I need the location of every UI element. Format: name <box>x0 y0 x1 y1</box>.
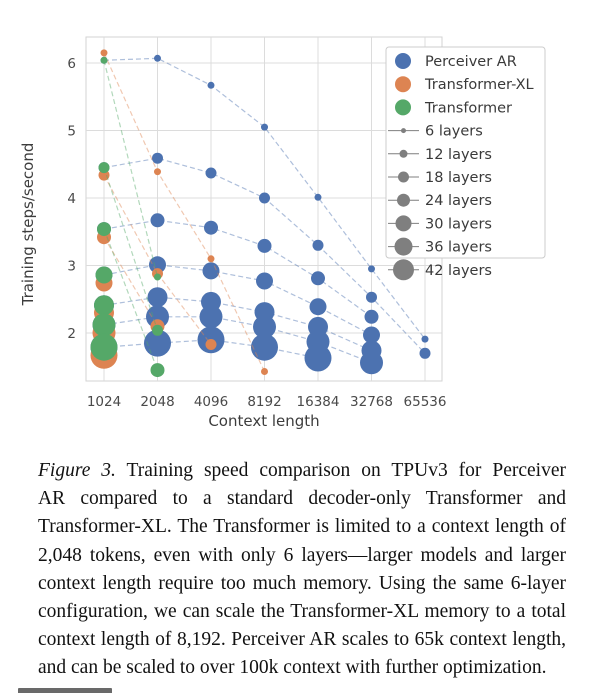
data-point <box>365 310 379 324</box>
data-point <box>151 363 165 377</box>
data-point <box>251 334 278 361</box>
data-point <box>203 262 220 279</box>
y-tick-label: 4 <box>67 191 76 207</box>
legend-size-dot <box>398 172 409 183</box>
data-point <box>96 267 113 284</box>
caption-line: Transformer-XL. The Transformer is limited to a context length of <box>38 516 566 538</box>
data-point <box>97 222 111 236</box>
x-tick-label: 16384 <box>296 394 340 410</box>
caption-line: AR compared to a standard decoder-only Transformer and <box>38 488 566 510</box>
data-point <box>208 255 215 262</box>
data-point <box>151 213 165 227</box>
data-point <box>315 194 322 201</box>
legend-size-dot <box>400 150 408 158</box>
data-point <box>310 298 327 315</box>
caption-line: context length of 8,192. Perceiver AR scales to 65k context length, <box>38 629 566 651</box>
data-point <box>93 313 116 336</box>
legend-swatch-perceiver-ar <box>395 53 411 69</box>
data-point <box>200 305 223 328</box>
data-point <box>99 162 110 173</box>
x-axis-label: Context length <box>208 412 320 430</box>
data-point <box>208 82 215 89</box>
data-point <box>366 292 377 303</box>
legend <box>386 47 545 280</box>
data-point <box>101 57 108 64</box>
data-point <box>91 334 118 361</box>
data-point <box>154 168 161 175</box>
legend-label: Perceiver AR <box>425 54 517 70</box>
data-point <box>152 325 163 336</box>
caption-line: configuration, we can scale the Transformer-XL memory to a total <box>38 601 566 623</box>
legend-size-dot <box>401 128 406 133</box>
y-tick-label: 3 <box>67 258 76 275</box>
caption-line: Figure 3. Training speed comparison on TPUv3 for Perceiver <box>38 460 566 481</box>
legend-label: Transformer-XL <box>425 77 534 94</box>
x-tick-label: 2048 <box>140 394 175 410</box>
data-point <box>206 339 217 350</box>
y-tick-label: 5 <box>67 123 76 140</box>
data-point <box>154 274 161 281</box>
legend-size-dot <box>396 215 412 231</box>
data-point <box>305 345 332 372</box>
legend-label: 42 layers <box>425 262 492 279</box>
data-point <box>94 295 114 315</box>
data-point <box>204 221 218 235</box>
legend-label: 36 layers <box>425 239 492 256</box>
figure-number-label: Figure 3. <box>38 460 116 481</box>
cutoff-text-sliver <box>18 688 112 693</box>
legend-label: 6 layers <box>425 123 483 140</box>
x-tick-label: 65536 <box>403 394 447 410</box>
data-point <box>206 168 217 179</box>
legend-size-dot <box>397 194 410 207</box>
y-tick-label: 2 <box>67 326 76 342</box>
legend-swatch-transformer <box>395 99 411 115</box>
data-point <box>256 273 273 290</box>
data-point <box>152 153 163 164</box>
legend-size-dot <box>393 259 414 280</box>
legend-label: 30 layers <box>425 216 492 233</box>
data-point <box>259 193 270 204</box>
data-point <box>148 287 168 307</box>
legend-label: 12 layers <box>425 146 492 163</box>
figure-caption <box>38 457 566 683</box>
x-tick-label: 4096 <box>193 394 229 410</box>
x-tick-label: 8192 <box>247 394 282 410</box>
data-point <box>101 49 108 56</box>
y-tick-label: 6 <box>67 56 76 72</box>
data-point <box>368 265 375 272</box>
data-point <box>154 55 161 62</box>
x-tick-label: 32768 <box>350 394 393 410</box>
data-point <box>261 368 268 375</box>
legend-size-dot <box>395 238 413 256</box>
legend-label: 24 layers <box>425 193 492 210</box>
data-point <box>258 239 272 253</box>
x-tick-label: 1024 <box>86 394 122 410</box>
data-point <box>422 336 429 343</box>
data-point <box>261 124 268 131</box>
data-point <box>420 348 431 359</box>
data-point <box>360 351 383 374</box>
caption-line: 2,048 tokens, even with only 6 layers—larger models and larger <box>38 544 566 566</box>
caption-line: context length require too much memory. Using the same 6-layer <box>38 572 566 594</box>
y-axis-label: Training steps/second <box>19 142 37 306</box>
legend-swatch-transformer-xl <box>395 76 411 92</box>
data-point <box>311 271 325 285</box>
legend-label: 18 layers <box>425 170 492 186</box>
caption-line: and can be scaled to over 100k context with further optimization. <box>38 657 547 679</box>
legend-label: Transformer <box>425 100 513 117</box>
data-point <box>313 240 324 251</box>
